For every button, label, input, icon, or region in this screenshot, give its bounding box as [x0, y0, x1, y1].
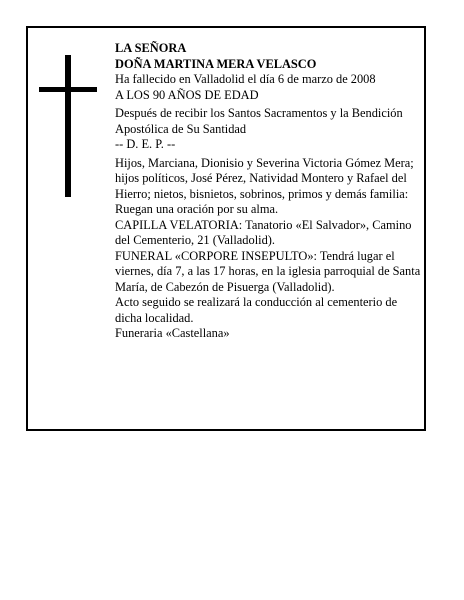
- cross-vertical-bar: [65, 55, 71, 197]
- chapel-info: CAPILLA VELATORIA: Tanatorio «El Salvador», Camino del Cementerio, 21 (Valladolid).: [115, 217, 412, 247]
- death-statement: Ha fallecido en Valladolid el día 6 de marzo de 2008: [115, 72, 376, 86]
- prayer-request: Ruegan una oración por su alma.: [115, 202, 279, 216]
- funeral-home: Funeraria «Castellana»: [115, 326, 230, 340]
- cross-horizontal-bar: [39, 87, 97, 92]
- cross-icon: [39, 55, 97, 197]
- rest-in-peace: -- D. E. P. --: [115, 137, 176, 151]
- deceased-name: DOÑA MARTINA MERA VELASCO: [115, 56, 317, 71]
- funeral-info: FUNERAL «CORPORE INSEPULTO»: Tendrá lugar el viernes, día 7, a las 17 horas, en la iglesia parroquial de Santa María, de Cabezón de Pisuerga (Valladolid).: [115, 248, 421, 294]
- notice-heading: LA SEÑORA: [115, 41, 187, 55]
- family-list: Hijos, Marciana, Dionisio y Severina Victoria Gómez Mera; hijos políticos, José Pérez, Natividad Montero y Rafael del Hierro; nietos, bisnietos, sobrinos, primos y demás familia:: [115, 155, 414, 201]
- obituary-notice: [26, 26, 426, 431]
- age-statement: A LOS 90 AÑOS DE EDAD: [115, 87, 259, 102]
- sacraments-statement: Después de recibir los Santos Sacramentos y la Bendición Apostólica de Su Santidad: [115, 106, 403, 136]
- notice-text: [115, 41, 427, 342]
- procession-info: Acto seguido se realizará la conducción al cementerio de dicha localidad.: [115, 295, 398, 325]
